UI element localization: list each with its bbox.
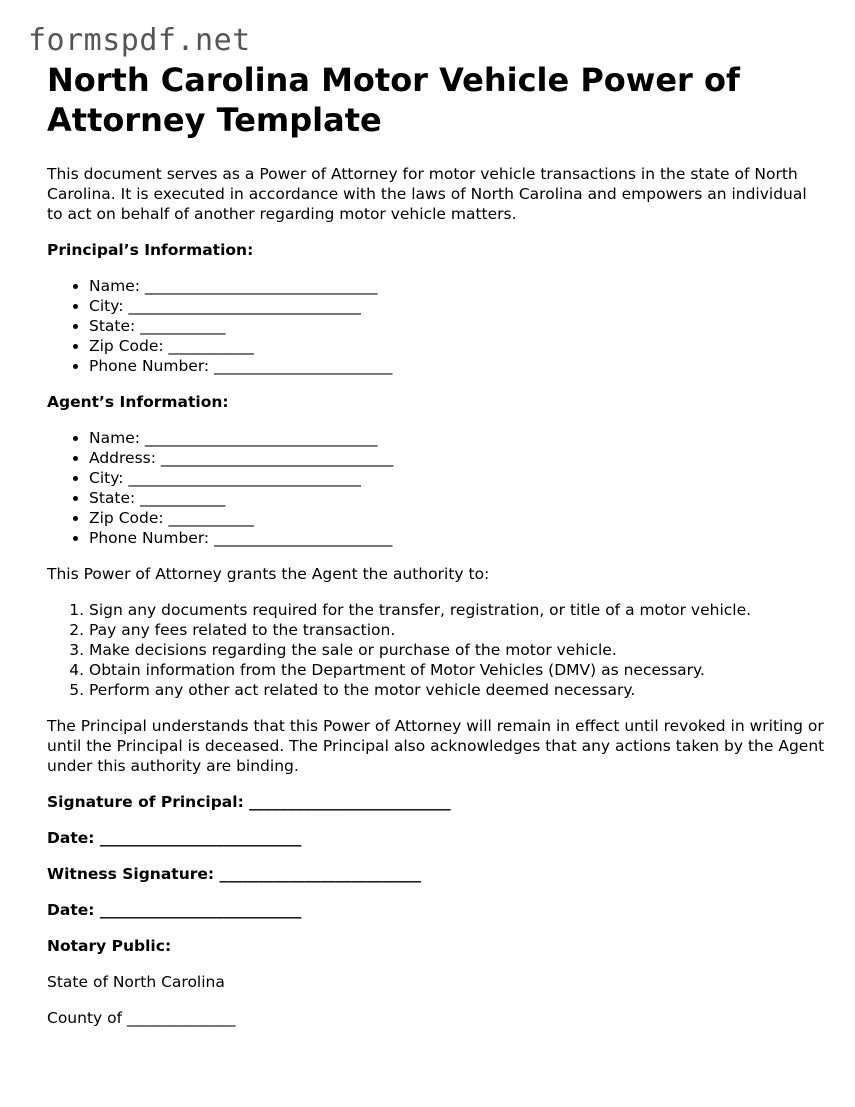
agent-heading: Agent’s Information: [47, 393, 229, 411]
principal-city-field: • City: ______________________________ [89, 296, 827, 316]
watermark-text: formspdf.net [28, 23, 251, 58]
acknowledgement-paragraph: The Principal understands that this Power of Attorney will remain in effect until revoked in writing or until the Principal is deceased. The Principal also acknowledges that any actions taken by the Agent under this authority are binding. [47, 717, 825, 775]
witness-signature-line: Witness Signature: __________________________ [47, 865, 421, 883]
agent-zip-field: • Zip Code: ___________ [89, 508, 827, 528]
agent-fields-list [47, 428, 827, 548]
power-item: 4. Obtain information from the Department of Motor Vehicles (DMV) as necessary. [89, 660, 827, 680]
agent-name-field: • Name: ______________________________ [89, 428, 827, 448]
principal-state-field: • State: ___________ [89, 316, 827, 336]
agent-address-field: • Address: ______________________________ [89, 448, 827, 468]
principal-name-field: • Name: ______________________________ [89, 276, 827, 296]
document-body [47, 60, 827, 1044]
power-item: 1. Sign any documents required for the transfer, registration, or title of a motor vehicle. [89, 600, 827, 620]
document-title: North Carolina Motor Vehicle Power of Attorney Template [47, 61, 740, 139]
principal-signature-line: Signature of Principal: __________________________ [47, 793, 451, 811]
intro-paragraph: This document serves as a Power of Attorney for motor vehicle transactions in the state of North Carolina. It is executed in accordance with the laws of North Carolina and empowers an individual to act on behalf of another regarding motor vehicle matters. [47, 165, 807, 223]
power-item: 5. Perform any other act related to the motor vehicle deemed necessary. [89, 680, 827, 700]
agent-city-field: • City: ______________________________ [89, 468, 827, 488]
notary-heading: Notary Public: [47, 937, 172, 955]
agent-state-field: • State: ___________ [89, 488, 827, 508]
principal-zip-field: • Zip Code: ___________ [89, 336, 827, 356]
principal-fields-list [47, 276, 827, 376]
powers-list [47, 600, 827, 700]
state-line: State of North Carolina [47, 973, 225, 991]
principal-heading: Principal’s Information: [47, 241, 254, 259]
date-line-2: Date: __________________________ [47, 901, 302, 919]
date-line-1: Date: __________________________ [47, 829, 302, 847]
power-item: 2. Pay any fees related to the transaction. [89, 620, 827, 640]
county-line: County of ______________ [47, 1009, 236, 1027]
principal-phone-field: • Phone Number: _______________________ [89, 356, 827, 376]
power-item: 3. Make decisions regarding the sale or purchase of the motor vehicle. [89, 640, 827, 660]
agent-phone-field: • Phone Number: _______________________ [89, 528, 827, 548]
grants-intro: This Power of Attorney grants the Agent the authority to: [47, 565, 490, 583]
